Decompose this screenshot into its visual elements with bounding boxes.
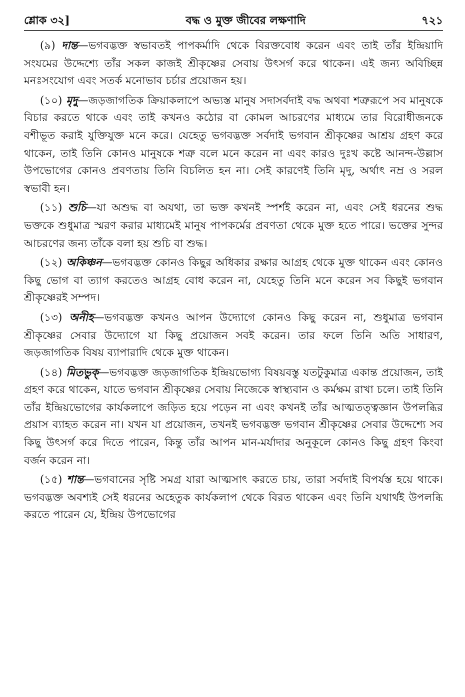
- paragraph-mridu: [24, 92, 443, 198]
- header-page-number: ৭২১: [421, 14, 443, 27]
- paragraph-text: —ভগবানের সৃষ্টি সমগ্র যারা আত্মসাৎ করতে চায়, তারা সর্বদাই বিপর্যস্ত হয়ে থাকে। ভগবদ্ভক্ত অবশ্যই সেই ধরনের অহেতুক কার্যকলাপ থেকে বিরত থাকেন এবং তিনি যথার্থই উপলব্ধি করতে পারেন যে, ইন্দ্রিয় উপভোগের: [24, 473, 443, 522]
- paragraph-text: —ভগবদ্ভক্ত জড়জাগতিক ইন্দ্রিয়ভোগ্য বিষয়বস্তু যতটুকুমাত্র একান্ত প্রয়োজন, তাই গ্রহণ করে থাকেন, যাতে ভগবান শ্রীকৃষ্ণের সেবায় নিজেকে স্বাস্থ্যবান ও কর্মক্ষম রাখা চলে। তাই তিনি তাঁর ইন্দ্রিয়ভোগের কার্যকলাপে জড়িত হয়ে পড়েন না এবং কখনই তাঁর আত্মতত্ত্বজ্ঞান উপলব্ধির প্রয়াস ব্যাহত করেন না। যখন যা প্রয়োজন, তখনই ভগবদ্ভক্ত ভগবান শ্রীকৃষ্ণের সেবার উদ্দেশ্যে সব কিছু উৎসর্গ করে দিতে পারেন, কিন্তু তাঁর আপন মান-মর্যাদার অনুকূলে কোনও কিছু গ্রহণ কিংবা বর্জন করেন না।: [24, 365, 443, 467]
- paragraph-dānta: [24, 37, 443, 90]
- quality-term: মিতভুক্: [66, 365, 99, 379]
- paragraph-number: (১২): [40, 256, 63, 270]
- paragraph-text: —জড়জাগতিক ক্রিয়াকলাপে অভ্যস্ত মানুষ সদাসর্বদাই বদ্ধ অথবা শত্রুরূপে সব মানুষকে বিচার করতে থাকে এবং তাই কখনও কঠোর বা কোমল আচরণের মাধ্যমে তার বিরোধীজনকে বশীভূত করাই যুক্তিযুক্ত মনে করে। যেহেতু ভগবদ্ভক্ত সর্বদাই ভগবান শ্রীকৃষ্ণের আশ্রয় গ্রহণ করে থাকেন, তাই তিনি কোনও মানুষকে শত্রু বলে মনে করেন না এবং কারও দুঃখ কষ্টে আনন্দ-উল্লাস উপভোগের কোনও প্রবণতায় তিনি বিচলিত হন না। সেই কারণেই তিনি মৃদু, অর্থাৎ নম্র ও সরল স্বভাবী হন।: [24, 93, 443, 195]
- paragraph-text: —যা অশুদ্ধ বা অযথা, তা ভক্ত কখনই স্পর্শই করেন না, এবং সেই ধরনের শুদ্ধ ভক্তকে শুধুমাত্র স্মরণ করার মাধ্যমেই মানুষ পাপকর্মের প্রবণতা থেকে মুক্ত হতে পারে। ভক্তের সুন্দর আচরণের জন্য তাঁকে বলা হয় শুচি বা শুদ্ধ।: [24, 201, 443, 250]
- paragraph-number: (১৪): [40, 365, 63, 379]
- header-verse-ref: শ্লোক ৩২]: [24, 14, 70, 27]
- paragraph-aniha: [24, 309, 443, 362]
- paragraph-text: —ভগবদ্ভক্ত স্বভাবতই পাপকর্মাদি থেকে বিরক্তবোধ করেন এবং তাই তাঁর ইন্দ্রিয়াদি সংযমের উদ্দেশ্যে তাঁর সকল কাজই শ্রীকৃষ্ণের সেবায় উৎসর্গ করে থাকেন। এই জন্য অবিচ্ছিন্ন মনঃসংযোগ এবং সতর্ক মনোভাব চর্চার প্রয়োজন হয়।: [24, 39, 443, 88]
- paragraph-number: (১০): [40, 93, 63, 107]
- paragraph-number: (১৩): [40, 310, 63, 324]
- quality-term: দান্ত: [61, 39, 78, 52]
- paragraph-number: (৯): [40, 39, 56, 52]
- paragraph-shuchi: [24, 199, 443, 252]
- quality-term: শান্ত: [66, 473, 84, 487]
- paragraph-number: (১৫): [40, 473, 63, 487]
- paragraph-shanta: [24, 471, 443, 524]
- paragraph-mitabhuk: [24, 364, 443, 470]
- quality-term: মৃদু: [66, 93, 78, 107]
- page-body: [24, 37, 443, 524]
- paragraph-text: —ভগবদ্ভক্ত কখনও আপন উদ্যোগে কোনও কিছু করেন না, শুধুমাত্র ভগবান শ্রীকৃষ্ণের সেবার উদ্যোগে যা কিছু প্রয়োজন সবই করেন। তার ফলে তিনি অতি সাধারণ, জড়জাগতিক বিষয় ব্যাপারাদি থেকে মুক্ত থাকেন।: [24, 310, 444, 360]
- paragraph-akinchana: [24, 254, 443, 307]
- header-chapter-title: বদ্ধ ও মুক্ত জীবের লক্ষণাদি: [185, 14, 306, 27]
- quality-term: শুচি: [67, 201, 87, 215]
- quality-term: অনীহ: [69, 310, 94, 324]
- running-header: [24, 12, 443, 31]
- paragraph-text: —ভগবদ্ভক্ত কোনও কিছুর অধিকার রক্ষার আগ্রহ থেকে মুক্ত থাকেন এবং কোনও কিছু ভোগ বা ত্যাগ করতেও আগ্রহ বোধ করেন না, যেহেতু তিনি মনে করেন সব কিছুই ভগবান শ্রীকৃষ্ণেরই সম্পদ।: [24, 256, 443, 305]
- paragraph-number: (১১): [40, 201, 63, 215]
- quality-term: অকিঞ্চন: [66, 256, 102, 270]
